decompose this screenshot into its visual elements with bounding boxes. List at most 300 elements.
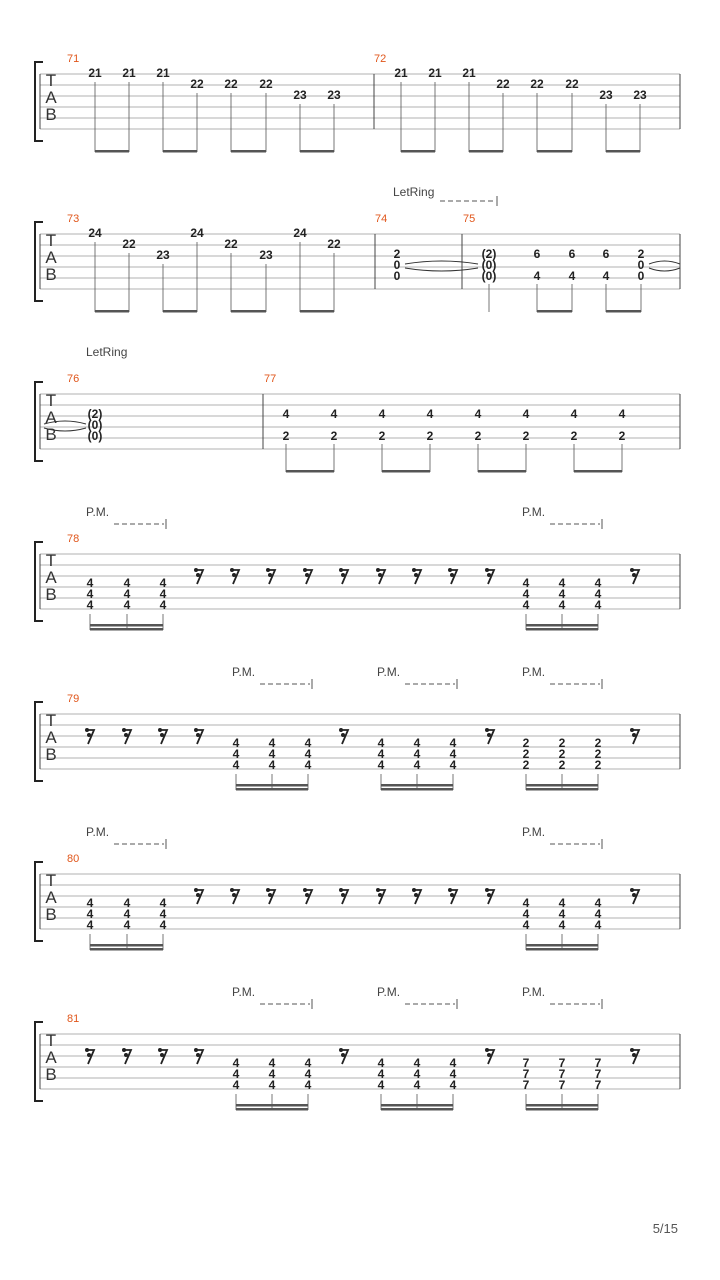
fret-number: 4 (602, 269, 610, 283)
rest-dot (485, 888, 489, 892)
fret-number: 2 (637, 247, 645, 261)
sixteenth-rest (342, 730, 348, 744)
sixteenth-rest (633, 570, 639, 584)
rest-dot (448, 888, 452, 892)
rest-dot (266, 568, 270, 572)
measure-number: 73 (67, 213, 80, 225)
fret-number: 4 (86, 587, 94, 601)
tab-clef-letter: B (45, 745, 57, 764)
beam (526, 624, 598, 627)
beam (236, 1104, 308, 1107)
fret-number: 4 (268, 758, 276, 772)
tie (405, 261, 478, 264)
palm-mute-label: P.M. (377, 665, 401, 679)
tab-clef-letter: A (45, 728, 57, 747)
palm-mute-label: P.M. (522, 665, 546, 679)
fret-number: 4 (123, 918, 131, 932)
fret-number: 4 (268, 1056, 276, 1070)
fret-number: 4 (533, 269, 541, 283)
rest-dot (485, 1048, 489, 1052)
beam (300, 150, 334, 153)
fret-number: 4 (159, 907, 167, 921)
fret-number: 4 (413, 758, 421, 772)
sixteenth-rest (233, 570, 239, 584)
fret-number: 7 (522, 1056, 530, 1070)
sixteenth-rest (488, 890, 494, 904)
tab-clef-letter: T (45, 391, 57, 410)
fret-number: 4 (268, 736, 276, 750)
fret-number: 23 (156, 248, 170, 262)
fret-number: 4 (449, 1056, 457, 1070)
tab-clef-letter: B (45, 585, 57, 604)
beam (401, 150, 435, 153)
beam (526, 628, 598, 631)
beam (478, 470, 526, 473)
tab-clef-letter: B (45, 425, 57, 444)
rest-dot (303, 888, 307, 892)
rest-dot (487, 733, 491, 737)
sixteenth-rest (342, 1050, 348, 1064)
measure-number: 71 (67, 53, 80, 65)
page-number: 5/15 (652, 1221, 678, 1236)
fret-number: 4 (558, 587, 566, 601)
rest-dot (378, 893, 382, 897)
rest-dot (630, 568, 634, 572)
fret-number: 4 (449, 1067, 457, 1081)
sixteenth-rest (161, 730, 167, 744)
fret-number: 4 (522, 896, 530, 910)
rest-dot (485, 568, 489, 572)
fret-number: 7 (558, 1078, 566, 1092)
rest-dot (85, 728, 89, 732)
rest-dot (194, 888, 198, 892)
tab-clef-letter: A (45, 88, 57, 107)
sixteenth-rest (125, 1050, 131, 1064)
rest-dot (341, 733, 345, 737)
sixteenth-rest (488, 570, 494, 584)
rest-dot (87, 1053, 91, 1057)
fret-number: 4 (304, 736, 312, 750)
fret-number: 2 (393, 247, 401, 261)
fret-number: 4 (594, 907, 602, 921)
sixteenth-rest (306, 890, 312, 904)
rest-dot (339, 888, 343, 892)
sixteenth-rest (197, 890, 203, 904)
sixteenth-rest (161, 1050, 167, 1064)
beam (381, 784, 453, 787)
beam (537, 310, 572, 313)
beam (537, 150, 572, 153)
fret-number: 23 (599, 88, 613, 102)
sixteenth-rest (451, 890, 457, 904)
palm-mute-label: P.M. (86, 505, 110, 519)
rest-dot (450, 893, 454, 897)
tab-clef-letter: A (45, 1048, 57, 1067)
beam (236, 784, 308, 787)
fret-number: 4 (522, 918, 530, 932)
fret-number: 24 (293, 226, 307, 240)
sixteenth-rest (379, 570, 385, 584)
rest-dot (487, 1053, 491, 1057)
fret-number: 4 (377, 1078, 385, 1092)
rest-dot (196, 1053, 200, 1057)
measure-number: 79 (67, 693, 80, 705)
rest-dot (448, 568, 452, 572)
beam (95, 310, 129, 313)
fret-number: 2 (570, 429, 578, 443)
sixteenth-rest (269, 890, 275, 904)
fret-number: 24 (88, 226, 102, 240)
tie (649, 268, 680, 271)
fret-number: 2 (522, 747, 530, 761)
rest-dot (122, 1048, 126, 1052)
fret-number: 4 (594, 896, 602, 910)
rest-dot (339, 568, 343, 572)
sixteenth-rest (488, 1050, 494, 1064)
sixteenth-rest (269, 570, 275, 584)
rest-dot (268, 573, 272, 577)
tie (649, 261, 680, 264)
rest-dot (485, 728, 489, 732)
sixteenth-rest (415, 570, 421, 584)
measure-number: 80 (67, 853, 80, 865)
fret-number: 0 (393, 258, 401, 272)
sixteenth-rest (342, 570, 348, 584)
palm-mute-label: P.M. (522, 985, 546, 999)
rest-dot (341, 893, 345, 897)
fret-number: 4 (558, 896, 566, 910)
beam (231, 310, 266, 313)
fret-number: 4 (232, 747, 240, 761)
tab-clef-letter: B (45, 905, 57, 924)
rest-dot (632, 733, 636, 737)
sixteenth-rest (88, 730, 94, 744)
palm-mute-label: P.M. (377, 985, 401, 999)
beam (163, 310, 197, 313)
fret-number: 7 (522, 1078, 530, 1092)
beam (526, 948, 598, 951)
beam (95, 150, 129, 153)
rest-dot (87, 733, 91, 737)
fret-number: 4 (413, 747, 421, 761)
sixteenth-rest (488, 730, 494, 744)
rest-dot (158, 728, 162, 732)
rest-dot (196, 733, 200, 737)
fret-number: 21 (428, 66, 442, 80)
sixteenth-rest (633, 890, 639, 904)
fret-number: 4 (282, 407, 290, 421)
fret-number: 21 (88, 66, 102, 80)
rest-dot (414, 893, 418, 897)
fret-number: 23 (327, 88, 341, 102)
fret-number: 4 (232, 758, 240, 772)
fret-number: 2 (522, 758, 530, 772)
fret-number: 4 (474, 407, 482, 421)
beam (236, 788, 308, 791)
fret-number: 4 (449, 758, 457, 772)
fret-number: 4 (304, 1067, 312, 1081)
rest-dot (160, 1053, 164, 1057)
fret-number: 4 (159, 918, 167, 932)
fret-number: 22 (122, 237, 136, 251)
fret-number: 24 (190, 226, 204, 240)
tab-clef-letter: T (45, 551, 57, 570)
tab-clef-letter: B (45, 265, 57, 284)
rest-dot (412, 888, 416, 892)
fret-number: 4 (618, 407, 626, 421)
rest-dot (630, 888, 634, 892)
rest-dot (230, 888, 234, 892)
fret-number: 2 (558, 736, 566, 750)
fret-number: 6 (533, 247, 541, 261)
beam (526, 788, 598, 791)
beam (90, 628, 163, 631)
fret-number: 22 (530, 77, 544, 91)
fret-number: 2 (594, 736, 602, 750)
beam (381, 1104, 453, 1107)
fret-number: 4 (522, 907, 530, 921)
fret-number: 4 (377, 747, 385, 761)
fret-number: 2 (522, 736, 530, 750)
sixteenth-rest (633, 730, 639, 744)
fret-number: 4 (268, 747, 276, 761)
fret-number: 4 (268, 1067, 276, 1081)
fret-number: 2 (618, 429, 626, 443)
fret-number: 21 (394, 66, 408, 80)
fret-number: (0) (87, 429, 103, 443)
fret-number: 4 (232, 1078, 240, 1092)
beam (469, 150, 503, 153)
fret-number: 4 (268, 1078, 276, 1092)
rest-dot (232, 893, 236, 897)
sixteenth-rest (379, 890, 385, 904)
rest-dot (376, 568, 380, 572)
rest-dot (122, 728, 126, 732)
fret-number: 4 (594, 587, 602, 601)
sixteenth-rest (306, 570, 312, 584)
beam (90, 624, 163, 627)
rest-dot (378, 573, 382, 577)
fret-number: 0 (637, 258, 645, 272)
fret-number: (2) (481, 247, 497, 261)
rest-dot (196, 893, 200, 897)
sixteenth-rest (415, 890, 421, 904)
let-ring-label: LetRing (393, 185, 435, 199)
beam (382, 470, 430, 473)
fret-number: 4 (159, 587, 167, 601)
fret-number: 4 (522, 598, 530, 612)
rest-dot (124, 1053, 128, 1057)
fret-number: 4 (558, 918, 566, 932)
rest-dot (630, 728, 634, 732)
fret-number: 4 (558, 576, 566, 590)
tab-clef-letter: T (45, 711, 57, 730)
fret-number: 4 (377, 758, 385, 772)
fret-number: 4 (123, 587, 131, 601)
fret-number: 4 (304, 1056, 312, 1070)
fret-number: 2 (330, 429, 338, 443)
fret-number: (0) (481, 258, 497, 272)
fret-number: 4 (86, 907, 94, 921)
measure-number: 81 (67, 1013, 80, 1025)
tab-clef-letter: B (45, 105, 57, 124)
fret-number: 4 (558, 907, 566, 921)
fret-number: 7 (522, 1067, 530, 1081)
fret-number: 4 (159, 598, 167, 612)
fret-number: 4 (377, 1056, 385, 1070)
fret-number: 4 (304, 747, 312, 761)
fret-number: 4 (449, 1078, 457, 1092)
rest-dot (230, 568, 234, 572)
rest-dot (630, 1048, 634, 1052)
beam (526, 784, 598, 787)
fret-number: 4 (123, 598, 131, 612)
rest-dot (339, 728, 343, 732)
beam (286, 470, 334, 473)
fret-number: 2 (474, 429, 482, 443)
sixteenth-rest (197, 570, 203, 584)
fret-number: 4 (159, 576, 167, 590)
tab-clef-letter: A (45, 888, 57, 907)
fret-number: 22 (224, 77, 238, 91)
rest-dot (632, 573, 636, 577)
palm-mute-label: P.M. (522, 505, 546, 519)
rest-dot (266, 888, 270, 892)
rest-dot (341, 573, 345, 577)
fret-number: 7 (558, 1056, 566, 1070)
tab-clef-letter: B (45, 1065, 57, 1084)
tab-clef-letter: T (45, 71, 57, 90)
fret-number: 7 (594, 1056, 602, 1070)
fret-number: 0 (393, 269, 401, 283)
fret-number: 2 (522, 429, 530, 443)
fret-number: 4 (304, 758, 312, 772)
fret-number: 4 (330, 407, 338, 421)
fret-number: 4 (570, 407, 578, 421)
tab-clef-letter: A (45, 568, 57, 587)
fret-number: 4 (594, 918, 602, 932)
fret-number: 4 (304, 1078, 312, 1092)
fret-number: 22 (496, 77, 510, 91)
fret-number: 4 (413, 1067, 421, 1081)
measure-number: 75 (463, 213, 476, 225)
fret-number: 4 (86, 598, 94, 612)
measure-number: 78 (67, 533, 80, 545)
let-ring-label: LetRing (86, 345, 128, 359)
rest-dot (268, 893, 272, 897)
beam (381, 788, 453, 791)
palm-mute-label: P.M. (232, 985, 256, 999)
beam (90, 944, 163, 947)
beam (526, 944, 598, 947)
fret-number: 0 (637, 269, 645, 283)
fret-number: 23 (259, 248, 273, 262)
fret-number: 2 (594, 758, 602, 772)
fret-number: 21 (122, 66, 136, 80)
rest-dot (341, 1053, 345, 1057)
fret-number: (0) (481, 269, 497, 283)
rest-dot (450, 573, 454, 577)
tab-clef-letter: A (45, 408, 57, 427)
rest-dot (303, 568, 307, 572)
fret-number: 4 (594, 576, 602, 590)
rest-dot (194, 568, 198, 572)
rest-dot (232, 573, 236, 577)
fret-number: 4 (232, 1056, 240, 1070)
fret-number: 4 (123, 576, 131, 590)
fret-number: 4 (377, 1067, 385, 1081)
fret-number: 22 (190, 77, 204, 91)
rest-dot (632, 893, 636, 897)
fret-number: 4 (159, 896, 167, 910)
beam (526, 1108, 598, 1111)
rest-dot (487, 573, 491, 577)
fret-number: 4 (232, 1067, 240, 1081)
fret-number: 22 (327, 237, 341, 251)
rest-dot (124, 733, 128, 737)
fret-number: 22 (259, 77, 273, 91)
fret-number: 4 (86, 918, 94, 932)
rest-dot (305, 573, 309, 577)
fret-number: 2 (558, 747, 566, 761)
fret-number: 21 (156, 66, 170, 80)
fret-number: 6 (602, 247, 610, 261)
beam (606, 310, 641, 313)
beam (300, 310, 334, 313)
fret-number: 2 (426, 429, 434, 443)
rest-dot (487, 893, 491, 897)
fret-number: 4 (86, 896, 94, 910)
measure-number: 74 (375, 213, 388, 225)
sixteenth-rest (233, 890, 239, 904)
tab-clef-letter: T (45, 871, 57, 890)
fret-number: 7 (594, 1067, 602, 1081)
fret-number: 4 (522, 407, 530, 421)
beam (236, 1108, 308, 1111)
sixteenth-rest (197, 1050, 203, 1064)
tab-clef-letter: A (45, 248, 57, 267)
sixteenth-rest (88, 1050, 94, 1064)
measure-number: 77 (264, 373, 277, 385)
fret-number: 4 (594, 598, 602, 612)
fret-number: 4 (378, 407, 386, 421)
sixteenth-rest (633, 1050, 639, 1064)
fret-number: 4 (522, 576, 530, 590)
rest-dot (196, 573, 200, 577)
rest-dot (412, 568, 416, 572)
fret-number: 4 (426, 407, 434, 421)
beam (381, 1108, 453, 1111)
palm-mute-label: P.M. (232, 665, 256, 679)
fret-number: 4 (86, 576, 94, 590)
fret-number: 4 (449, 736, 457, 750)
rest-dot (158, 1048, 162, 1052)
sixteenth-rest (451, 570, 457, 584)
rest-dot (305, 893, 309, 897)
fret-number: 2 (558, 758, 566, 772)
fret-number: 22 (565, 77, 579, 91)
beam (90, 948, 163, 951)
sixteenth-rest (125, 730, 131, 744)
beam (163, 150, 197, 153)
sixteenth-rest (197, 730, 203, 744)
beam (606, 150, 640, 153)
fret-number: 7 (558, 1067, 566, 1081)
fret-number: 2 (282, 429, 290, 443)
fret-number: 23 (293, 88, 307, 102)
fret-number: 7 (594, 1078, 602, 1092)
fret-number: 4 (123, 907, 131, 921)
